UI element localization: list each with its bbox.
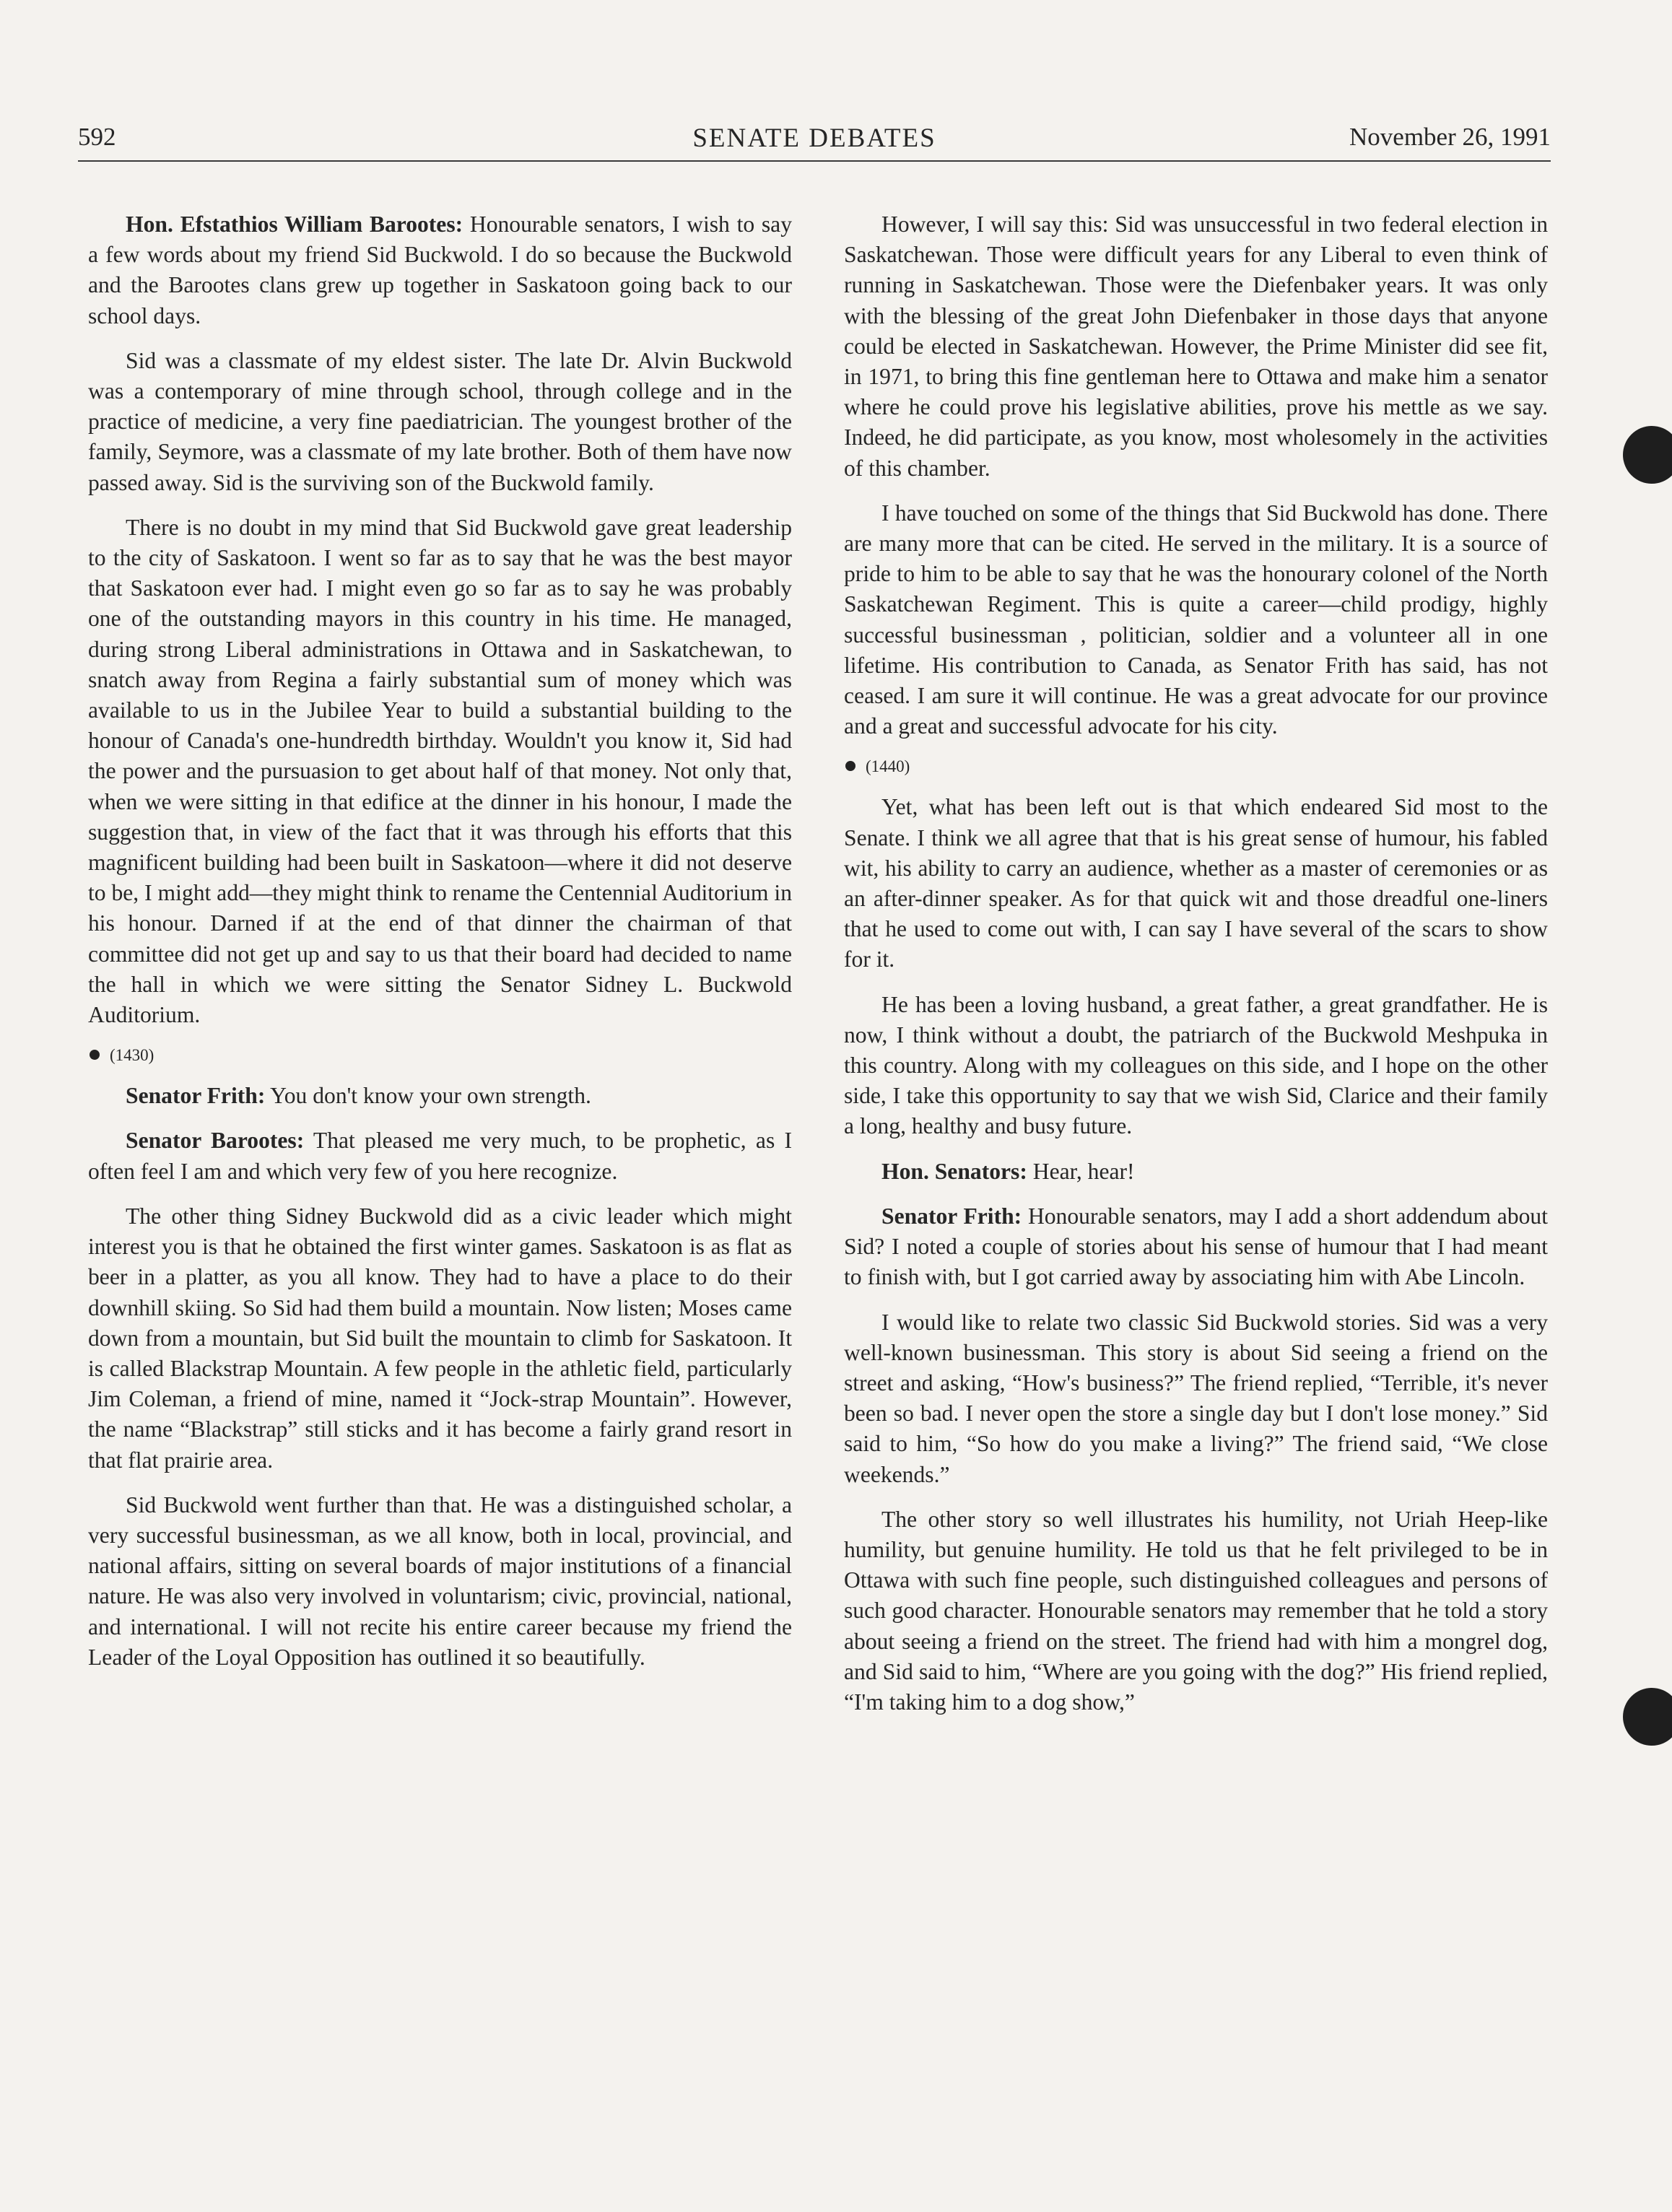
speaker-name: Hon. Efstathios William Barootes: [126, 212, 463, 237]
left-column [88, 209, 792, 1687]
speaker-name: Senator Barootes: [126, 1128, 305, 1154]
page-header [78, 123, 1551, 165]
paragraph: There is no doubt in my mind that Sid Buckwold gave great leadership to the city of Saskatoon. I went so far as to say that he was the best mayor that Saskatoon ever had. I might even go so far as to say he was probably one of the outstanding mayors in this country in his time. He managed, during strong Liberal administrations in Ottawa and in Saskatchewan, to snatch away from Regina a fairly substantial sum of money which was available to us in the Jubilee Year to build a substantial building to the honour of Canada's one-hundredth birthday. Wouldn't you know it, Sid had the power and the pursuasion to get about half of that money. Not only that, when we were sitting in that edifice at the dinner in his honour, I made the suggestion that, in view of the fact that it was through his efforts that this magnificent building had been built in Saskatoon—where it did not deserve to be, I might add—they might think to rename the Centennial Auditorium in his honour. Darned if at the end of that dinner the chairman of that committee did not get up and say to us that their board had decided to name the hall in which we were sitting the Senator Sidney L. Buckwold Auditorium. [88, 514, 792, 1028]
speaker-name: Senator Frith: [881, 1203, 1022, 1229]
bullet-icon [90, 1050, 100, 1060]
paragraph-text: Hear, hear! [1032, 1158, 1135, 1184]
header-rule [78, 160, 1551, 162]
paragraph: Sid Buckwold went further than that. He was a distinguished scholar, a very successful businessman, as we all know, both in local, provincial, and national affairs, sitting on several boards of major institutions of a financial nature. He was also very involved in voluntarism; civic, provincial, national, and international. I will not recite his entire career because my friend the Leader of the Loyal Opposition has outlined it so beautifully. [88, 1492, 792, 1670]
time-marker-label: (1440) [866, 757, 910, 776]
paragraph [844, 1201, 1548, 1293]
paragraph [844, 1157, 1548, 1187]
paragraph-text: You don't know your own strength. [270, 1083, 591, 1109]
time-marker [844, 756, 1548, 778]
publication-date: November 26, 1991 [1349, 123, 1551, 151]
paragraph: I would like to relate two classic Sid Buckwold stories. Sid was a very well-known businessman. This story is about Sid seeing a friend on the street and asking, “How's business?” The friend replied, “Terrible, it's never been so bad. I never open the store a single day but I don't lose money.” Sid said to him, “So how do you make a living?” The friend said, “We close weekends.” [844, 1309, 1548, 1487]
publication-title: SENATE DEBATES [692, 123, 936, 153]
paragraph [88, 209, 792, 331]
page-number: 592 [78, 123, 116, 151]
time-marker [88, 1045, 792, 1066]
paragraph: The other thing Sidney Buckwold did as a civic leader which might interest you is that he obtained the first winter games. Saskatoon is as flat as beer in a platter, as you all know. They had to have a place to do their downhill skiing. So Sid had them build a mountain. Now listen; Moses came down from a mountain, but Sid built the mountain to climb for Saskatoon. It is called Blackstrap Mountain. A few people in the athletic field, particularly Jim Coleman, a friend of mine, named it “Jock-strap Mountain”. However, the name “Blackstrap” still sticks and it has become a fairly grand resort in that flat prairie area. [88, 1203, 792, 1473]
paragraph: I have touched on some of the things that Sid Buckwold has done. There are many more that can be cited. He served in the military. It is a source of pride to him to be able to say that he was the honourary colonel of the North Saskatchewan Regiment. This is quite a career—child prodigy, highly successful businessman , politician, soldier and a volunteer all in one lifetime. His contribution to Canada, as Senator Frith has said, has not ceased. I am sure it will continue. He was a great advocate for our province and a great and successful advocate for his city. [844, 500, 1548, 739]
speaker-name: Senator Frith: [126, 1083, 266, 1109]
speaker-name: Hon. Senators: [881, 1158, 1027, 1184]
bullet-icon [845, 761, 855, 771]
paragraph [88, 1081, 792, 1111]
binder-hole-icon [1623, 426, 1672, 484]
time-marker-label: (1430) [110, 1046, 154, 1065]
paragraph: He has been a loving husband, a great father, a great grandfather. He is now, I think without a doubt, the patriarch of the Buckwold Meshpuka in this country. Along with my colleagues on this side, and I hope on the other side, I take this opportunity to say that we wish Sid, Clarice and their family a long, healthy and busy future. [844, 991, 1548, 1139]
right-column [844, 209, 1548, 1732]
paragraph: Yet, what has been left out is that which endeared Sid most to the Senate. I think we all agree that that is his great sense of humour, his fabled wit, his ability to carry an audience, whether as a master of ceremonies or as an after-dinner speaker. As for that quick wit and those dreadful one-liners that he used to come out with, I can say I have several of the scars to show for it. [844, 794, 1548, 972]
paragraph: Sid was a classmate of my eldest sister. The late Dr. Alvin Buckwold was a contemporary of mine through school, through college and in the practice of medicine, a very fine paediatrician. The youngest brother of the family, Seymore, was a classmate of my late brother. Both of them have now passed away. Sid is the surviving son of the Buckwold family. [88, 347, 792, 495]
paragraph [88, 1125, 792, 1186]
paragraph: However, I will say this: Sid was unsuccessful in two federal election in Saskatchewan. Those were difficult years for any Liberal to even think of running in Saskatchewan. Those were the Diefenbaker years. It was only with the blessing of the great John Diefenbaker in those days that anyone could be elected in Saskatchewan. However, the Prime Minister did see fit, in 1971, to bring this fine gentleman here to Ottawa and make him a senator where he could prove his legislative abilities, prove his mettle as we say. Indeed, he did participate, as you know, most wholesomely in the activities of this chamber. [844, 212, 1548, 481]
paragraph-text: Honourable senators, may I add a short addendum about Sid? I noted a couple of stories about his sense of humour that I had meant to finish with, but I got carried away by associating him with Abe Lincoln. [844, 1203, 1548, 1290]
binder-hole-icon [1623, 1688, 1672, 1746]
paragraph: The other story so well illustrates his humility, not Uriah Heep-like humility, but genuine humility. He told us that he felt privileged to be in Ottawa with such fine people, such distinguished colleagues and persons of such good character. Honourable senators may remember that he told a story about seeing a friend on the street. The friend had with him a mongrel dog, and Sid said to him, “Where are you going with the dog?” His friend replied, “I'm taking him to a dog show,” [844, 1506, 1548, 1715]
paragraph-text: Honourable senators, I wish to say a few words about my friend Sid Buckwold. I do so because the Buckwold and the Barootes clans grew up together in Saskatoon going back to our school days. [88, 212, 792, 328]
paragraph-text: That pleased me very much, to be prophetic, as I often feel I am and which very few of you here recognize. [88, 1128, 792, 1184]
